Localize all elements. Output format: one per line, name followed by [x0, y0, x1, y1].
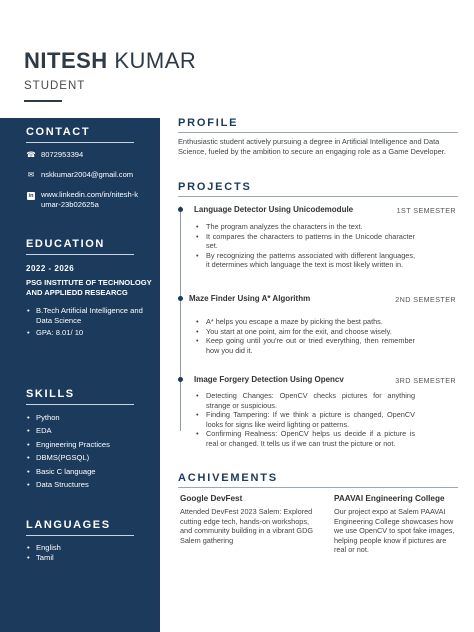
- achievement-title: Google DevFest: [180, 494, 243, 503]
- project-title: Language Detector Using Unicodemodule: [194, 205, 354, 214]
- mail-icon: ✉: [27, 170, 35, 179]
- timeline-dot: [178, 207, 183, 212]
- candidate-role: STUDENT: [24, 80, 86, 92]
- list-item: • Keep going until you're out or tried everything, then remember how you did it.: [194, 336, 415, 355]
- project-timeline: [180, 206, 181, 431]
- skills-divider: [26, 404, 134, 405]
- list-item: • Python: [26, 411, 146, 424]
- achievement-title: PAAVAI Engineering College: [334, 494, 445, 503]
- resume-header: [24, 48, 196, 102]
- project-bullets: [194, 317, 415, 355]
- project-semester: 1ST SEMESTER: [396, 206, 456, 215]
- project-bullets: [194, 222, 415, 270]
- contact-linkedin: [26, 190, 141, 209]
- role-underline: [24, 100, 62, 102]
- linkedin-link[interactable]: www.linkedin.com/in/nitesh-kumar-23b02625a: [41, 190, 139, 209]
- list-item: • Data Structures: [26, 478, 146, 491]
- list-item: • Detecting Changes: OpenCV checks pictures for anything strange or suspicious.: [194, 391, 415, 410]
- education-years: 2022 - 2026: [26, 264, 75, 273]
- skills-list: [26, 411, 146, 491]
- project-bullets: [194, 391, 415, 449]
- list-item: • B.Tech Artificial Intelligence and Data Science: [26, 306, 146, 326]
- first-name: NITESH: [24, 48, 108, 73]
- education-school: PSG INSTITUTE OF TECHNOLOGY AND APPLIEDD RESEARCG: [26, 278, 152, 297]
- profile-divider: [178, 132, 458, 133]
- projects-heading: PROJECTS: [178, 181, 252, 193]
- achievement-card: [334, 494, 458, 555]
- list-item: • GPA: 8.01/ 10: [26, 328, 146, 338]
- project-semester: 3RD SEMESTER: [395, 376, 456, 385]
- contact-divider: [26, 142, 134, 143]
- list-item: • English: [26, 543, 146, 553]
- candidate-name: [24, 48, 196, 74]
- contact-email: [26, 170, 141, 180]
- list-item: • Engineering Practices: [26, 438, 146, 451]
- achievements-divider: [178, 487, 458, 488]
- list-item: • It compares the characters to patterns in the Unicode character set.: [194, 232, 415, 251]
- list-item: • Basic C language: [26, 465, 146, 478]
- profile-heading: PROFILE: [178, 117, 239, 129]
- list-item: • DBMS(PGSQL): [26, 451, 146, 464]
- list-item: • A* helps you escape a maze by picking the best paths.: [194, 317, 415, 327]
- email-link[interactable]: nskkumar2004@gmail.com: [41, 170, 134, 179]
- list-item: • By recognizing the patterns associated with different languages, it determines which language the text is most likely written in.: [194, 251, 415, 270]
- projects-divider: [178, 196, 458, 197]
- achievement-text: Our project expo at Salem PAAVAI Engineering College showcases how we use OpenCV to spot fake images, helping people know if pictures are real or not.: [334, 507, 455, 555]
- education-heading: EDUCATION: [26, 238, 105, 250]
- achievement-card: [180, 494, 320, 545]
- languages-heading: LANGUAGES: [26, 519, 111, 531]
- contact-phone: [26, 150, 141, 160]
- linkedin-icon: in: [28, 193, 34, 199]
- list-item: • Confirming Realness: OpenCV helps us decide if a picture is real or changed. It tells us if we can trust the picture or not.: [194, 429, 415, 448]
- achievement-text: Attended DevFest 2023 Salem: Explored cutting edge tech, hands-on workshops, and community building in a vibrant GDG Salem gathering: [180, 507, 314, 545]
- achievements-heading: ACHIVEMENTS: [178, 472, 278, 484]
- list-item: • The program analyzes the characters in the text.: [194, 222, 415, 232]
- list-item: • You start at one point, aim for the exit, and choose wisely.: [194, 327, 415, 337]
- timeline-dot: [178, 296, 183, 301]
- phone-number: 8072953394: [41, 150, 84, 159]
- education-divider: [26, 254, 134, 255]
- last-name: KUMAR: [114, 48, 197, 73]
- languages-list: [26, 543, 146, 563]
- list-item: • EDA: [26, 424, 146, 437]
- project-semester: 2ND SEMESTER: [395, 295, 456, 304]
- list-item: • Tamil: [26, 553, 146, 563]
- list-item: • Finding Tampering: If we think a picture is changed, OpenCV looks for signs like weird lighting or patterns.: [194, 410, 415, 429]
- profile-summary: Enthusiastic student actively pursuing a degree in Artificial Intelligence and Data Science, fueled by the ambition to secure an engaging role as a Game Developer.: [178, 137, 446, 156]
- project-title: Maze Finder Using A* Algorithm: [189, 294, 311, 303]
- languages-divider: [26, 535, 134, 536]
- education-list: [26, 306, 146, 338]
- skills-heading: SKILLS: [26, 388, 75, 400]
- phone-icon: ☎: [26, 150, 36, 159]
- project-title: Image Forgery Detection Using Opencv: [194, 375, 344, 384]
- contact-heading: CONTACT: [26, 126, 91, 138]
- timeline-dot: [178, 377, 183, 382]
